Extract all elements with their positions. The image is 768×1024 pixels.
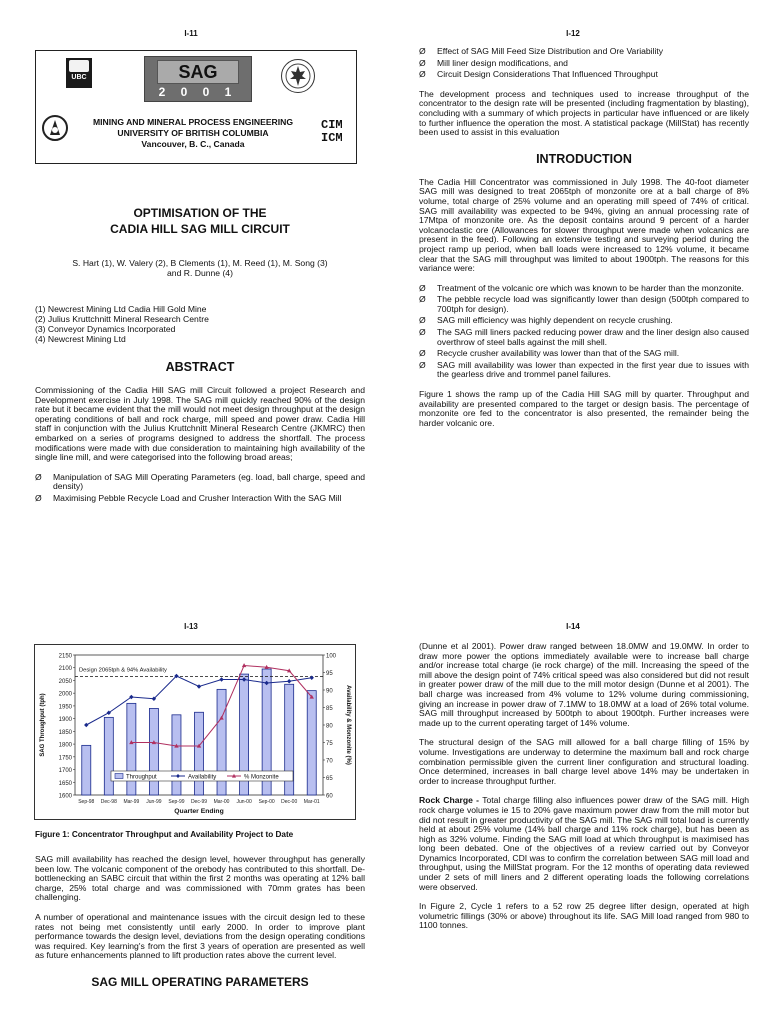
- abstract-text: Commissioning of the Cadia Hill SAG mill Circuit followed a project Research and Development exercise in July 1998. The SAG mill quickly reached 90% of the design rate but it became evident that the mill would not meet design throughput at the design operating conditions of ball and rock charge, mill speed and power draw. Cadia Hill staff in conjunction with the Julius Kruttchnitt Mineral Research Centre (JKMRC) then embarked on a series of programs designed to address the shortfall. The process modifications were made with due consideration to maintaining high availability of the single line mill, and were categorised into the following broad areas;: [35, 385, 365, 463]
- section-heading: SAG MILL OPERATING PARAMETERS: [91, 974, 309, 989]
- paragraph: The Cadia Hill Concentrator was commissioned in July 1998. The 40-foot diameter SAG mill was designed to treat 2065tph of monzonite ore at a ball charge of 8% volume, total charge of 25% volume and an operating mill speed of 74% of critical. SAG mill availability was expected to be 94%, giving an annual processing rate of 17Mtpa of monzonite ore. As the deposit contains around 9 percent of a harder volcanoclastic ore (Allowances for slower throughput were made when volcanics are present in the feed). Following an extensive testing and surveying period during the project ramp up period, when ball loads were increased to 12% volume, it became clear that the SAG mill throughput was limited to about 1900tph. The reasons for this variance were:: [419, 176, 749, 274]
- throughput-bar: [307, 691, 316, 795]
- legend-availability-label: Availability: [188, 774, 217, 781]
- y2-tick-label: 80: [326, 723, 333, 730]
- y-tick-label: 1850: [58, 729, 72, 736]
- university-name: UNIVERSITY OF BRITISH COLUMBIA: [117, 128, 269, 138]
- y-tick-label: 2150: [58, 653, 72, 660]
- page-14-content: [419, 642, 749, 931]
- sag-logo-text: SAG: [157, 60, 239, 84]
- department-name: MINING AND MINERAL PROCESS ENGINEERING: [92, 117, 294, 127]
- design-annotation: Design 2065tph & 94% Availability: [79, 667, 167, 674]
- x-tick-label: Dec-99: [190, 799, 208, 805]
- throughput-bar: [149, 708, 158, 795]
- list-item: Ø Effect of SAG Mill Feed Size Distribution and Ore Variability: [419, 46, 664, 56]
- y2-tick-label: 70: [326, 758, 333, 765]
- ubc-logo: UBC: [66, 58, 92, 88]
- paper-title-line-2: CADIA HILL SAG MILL CIRCUIT: [110, 222, 290, 236]
- x-tick-label: Mar-99: [123, 799, 140, 805]
- throughput-bar: [194, 712, 203, 795]
- page-number-13: I-13: [184, 622, 198, 631]
- rock-charge-label: Rock Charge -: [419, 795, 480, 806]
- list-item: Ø SAG mill efficiency was highly dependent on recycle crushing.: [419, 315, 673, 326]
- y-tick-label: 1800: [58, 742, 72, 749]
- list-item: Ø Circuit Design Considerations That Influenced Throughput: [419, 69, 658, 80]
- mining-lamp-logo-icon: [42, 113, 68, 143]
- chart-svg: [35, 645, 355, 819]
- paragraph: Figure 1 shows the ramp up of the Cadia Hill SAG mill by quarter. Throughput and availability are presented compared to the target or design basis. The percentage of monzonite ore fed to the concentrator is also presented, the remainder being the harder volcanic ore.: [419, 389, 749, 428]
- x-tick-label: Mar-00: [213, 799, 230, 805]
- affiliation-3: (3) Conveyor Dynamics Incorporated: [35, 324, 176, 334]
- affiliations: [35, 304, 365, 344]
- list-item: Ø SAG mill availability was lower than expected in the first year due to issues with the gearless drive and trommel panel failures.: [419, 359, 749, 380]
- y2-tick-label: 65: [326, 776, 333, 782]
- list-item: Ø Treatment of the volcanic ore which was known to be harder than the monzonite.: [419, 282, 744, 293]
- legend-throughput-swatch: [115, 774, 123, 779]
- y2-tick-label: 85: [326, 706, 333, 712]
- page-number-14: I-14: [566, 622, 580, 631]
- x-axis-label: Quarter Ending: [174, 808, 224, 815]
- y-tick-label: 2000: [58, 691, 72, 698]
- list-item: Ø Mill liner design modifications, and: [419, 57, 568, 68]
- list-item: Ø The SAG mill liners packed reducing power draw and the liner design also caused overthrow of steel balls against the mill shell.: [419, 327, 749, 347]
- abstract-bullet: Ø Manipulation of SAG Mill Operating Parameters (eg. load, ball charge, speed and density): [35, 471, 365, 492]
- availability-point: [310, 676, 314, 680]
- y2-tick-label: 90: [326, 688, 333, 695]
- y2-tick-label: 100: [326, 653, 337, 660]
- list-item: Ø Recycle crusher availability was lower than that of the SAG mill.: [419, 348, 680, 359]
- abstract-body: [35, 386, 365, 506]
- availability-point: [84, 723, 88, 727]
- x-tick-label: Dec-98: [100, 799, 117, 805]
- sag-logo-year: 2 0 0 1: [158, 85, 238, 99]
- y-tick-label: 1600: [58, 793, 72, 800]
- cim-logo: CIM ICM: [321, 118, 343, 145]
- y2-tick-label: 95: [326, 671, 333, 677]
- legend-throughput-label: Throughput: [126, 774, 157, 781]
- x-tick-label: Sep-98: [78, 799, 95, 805]
- paragraph: (Dunne et al 2001). Power draw ranged between 18.0MW and 19.0MW. In order to draw more power the options immediately available were to increase ball charge and/or increase total charge (ie rock charge) of the mill. Increasing the speed of the mill above the design point of 74% critical speed was also considered but did not result in greater power draw of the mill due to the mill motor design (Dunne et al 2001). The ball charge was increased from 4% volume to 12% volume during commissioning, giving an increase in power draw of 7.1MW to 18.0MW at a load of 26% total volume. SAG mill throughput increased by 500tph to about 1900tph. Further increases were made up to the current operating target of 14% volume.: [419, 641, 749, 728]
- affiliation-4: (4) Newcrest Mining Ltd: [35, 334, 126, 344]
- x-tick-label: Dec-00: [281, 799, 298, 805]
- y-tick-label: 1750: [58, 755, 72, 762]
- y-tick-label: 1650: [58, 780, 72, 787]
- paper-title-line-1: OPTIMISATION OF THE: [133, 206, 267, 220]
- y2-tick-label: 60: [326, 793, 333, 800]
- introduction-heading: INTRODUCTION: [536, 151, 632, 166]
- authors-line-1: S. Hart (1), W. Valery (2), B Clements (1), M. Reed (1), M. Song (3): [72, 258, 328, 268]
- y-tick-label: 2050: [58, 678, 72, 685]
- page-number-12: I-12: [566, 29, 580, 38]
- abstract-bullet: Ø Maximising Pebble Recycle Load and Crusher Interaction With the SAG Mill: [35, 492, 342, 503]
- x-tick-label: Sep-99: [168, 799, 185, 805]
- y2-tick-label: 75: [326, 741, 333, 747]
- paragraph: The structural design of the SAG mill allowed for a ball charge filling of 15% by volume. Investigations are underway to determine the maximum ball and rock charge combination permissible given the current liner configuration and structural loading. Once determined, increases in ball charge level above 14% may be undertaken in order to increase throughput further.: [419, 737, 749, 786]
- abstract-heading: ABSTRACT: [165, 360, 235, 374]
- throughput-bar: [172, 715, 181, 795]
- throughput-bar: [82, 745, 91, 795]
- conference-header: [35, 50, 357, 164]
- page-12-content: [419, 47, 749, 428]
- availability-point: [287, 679, 291, 683]
- availability-point: [219, 677, 223, 681]
- x-tick-label: Jun-00: [236, 799, 252, 805]
- legend-monzonite-label: % Monzonite: [244, 774, 279, 781]
- availability-point: [197, 684, 201, 688]
- maple-leaf-seal-icon: [281, 59, 315, 93]
- affiliation-1: (1) Newcrest Mining Ltd Cadia Hill Gold Mine: [35, 304, 207, 314]
- paragraph: Rock Charge - Total charge filling also influences power draw of the SAG mill. High rock charge volumes ie 15 to 20% gave maximum power draw from the mill motor but did not result in greater productivity of the SAG mill. The SAG mill total load is currently held at about 25% volume (14% ball charge and 11% rock charge), but has been as high as 32% volume. Finding the SAG mill load at which throughput is maximised has long been debated. One of the objectives of a review carried out by Conveyor Dynamics Incorporated, CDI was to confirm the correlation between SAG mill load and throughput, using the MillStat program. For the 12 months of operating data reviewed under 2 sets of mill liners and 2 different operating loads the following correlations were observed.: [419, 795, 750, 892]
- figure-1-caption: Figure 1: Concentrator Throughput and Availability Project to Date: [35, 830, 294, 839]
- y2-axis-label: Availability & Monzonite (%): [345, 685, 351, 765]
- page-number-11: I-11: [184, 29, 198, 38]
- x-tick-label: Mar-01: [303, 799, 320, 805]
- y-tick-label: 1900: [58, 717, 72, 724]
- page-13-content: [35, 855, 365, 989]
- monzonite-point: [242, 663, 246, 667]
- y-tick-label: 2100: [58, 666, 72, 673]
- paragraph: A number of operational and maintenance issues with the circuit design led to these rates not being met consistently until early 2000. In order to improve plant performance towards the design level, deviations from the design operating conditions was required. Key learning's from the first 3 years of operation are presented as well as future enhancements planned to lift production rates above the current level.: [35, 911, 365, 961]
- y-tick-label: 1950: [58, 704, 72, 711]
- list-item: Ø The pebble recycle load was significantly lower than design (500tph compared to 700tph for design).: [419, 294, 749, 314]
- sag-2001-logo: [144, 56, 252, 102]
- throughput-bar: [104, 717, 113, 795]
- paragraph: In Figure 2, Cycle 1 refers to a 52 row 25 degree lifter design, operated at high volumetric fillings (30% or above) throughout its life. SAG Mill load ranged from 980 to 1100 tonnes.: [419, 901, 749, 931]
- x-tick-label: Sep-00: [258, 799, 275, 805]
- affiliation-2: (2) Julius Kruttchnitt Mineral Research Centre: [35, 314, 209, 324]
- authors-line-2: and R. Dunne (4): [167, 268, 233, 278]
- y-axis-label: SAG Throughput (tph): [40, 693, 46, 757]
- paragraph: The development process and techniques used to increase throughput of the concentrator to the design rate will be presented (including fragmentation by blasting), concluding with a summary of which projects in particular have influenced or are likely to further influence the operation the most. A statistical package (MillStat) has recently been used to assist in this evaluation: [419, 88, 749, 138]
- y-tick-label: 1700: [58, 768, 72, 775]
- x-tick-label: Jun-99: [146, 799, 162, 805]
- city-name: Vancouver, B. C., Canada: [141, 139, 245, 149]
- figure-1-chart: [34, 644, 356, 820]
- paragraph: SAG mill availability has reached the design level, however throughput has generally been low. The volcanic component of the orebody has contributed to this shortfall. De-bottlenecking an SABC circuit that within the first 2 months was operating at 12% ball charge, 25% total charge and was commissioned with 70mm grates has been challenging.: [35, 854, 365, 903]
